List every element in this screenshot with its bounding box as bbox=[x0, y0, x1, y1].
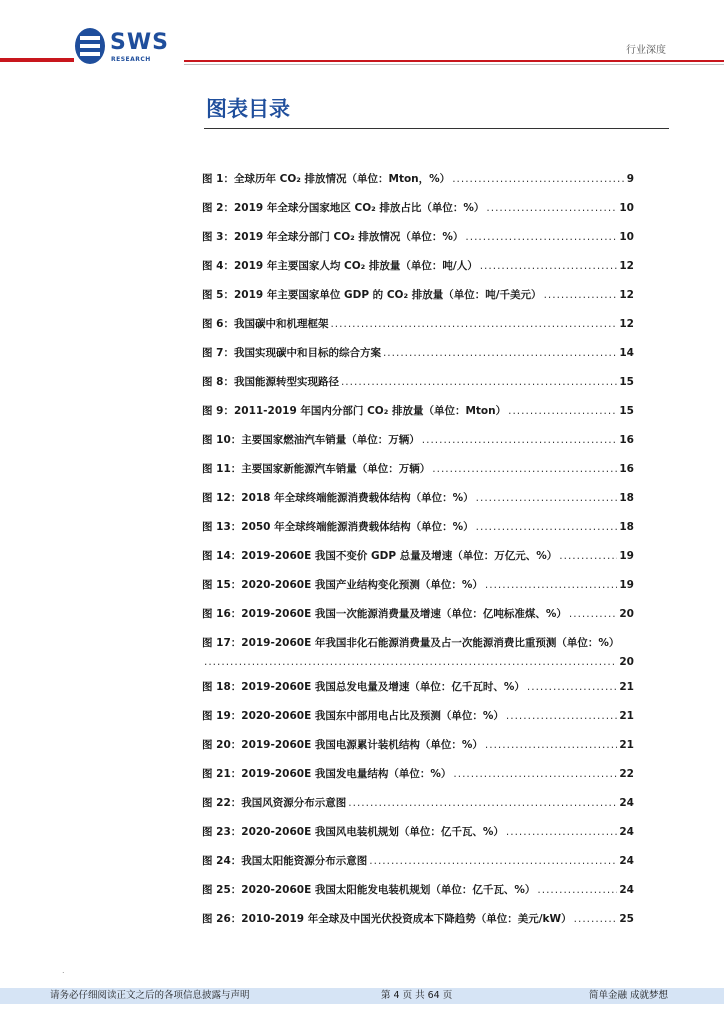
toc-entry-label: 图 19：2020-2060E 我国东中部用电占比及预测（单位：%） bbox=[202, 710, 504, 722]
toc-leader-dots bbox=[330, 318, 617, 330]
toc-entry[interactable] bbox=[202, 432, 634, 461]
footer-page-number: 第 4 页 共 64 页 bbox=[381, 990, 453, 1001]
toc-entry[interactable] bbox=[202, 911, 634, 940]
toc-leader-dots bbox=[422, 434, 618, 446]
toc-entry[interactable] bbox=[202, 519, 634, 548]
toc-entry[interactable] bbox=[202, 708, 634, 737]
toc-entry-label: 图 14：2019-2060E 我国不变价 GDP 总量及增速（单位：万亿元、%） bbox=[202, 550, 558, 562]
toc-leader-dots bbox=[508, 405, 617, 417]
toc-leader-dots bbox=[544, 289, 618, 301]
toc-entry-label: 图 1：全球历年 CO₂ 排放情况（单位：Mton，%） bbox=[202, 173, 451, 185]
toc-entry[interactable] bbox=[202, 316, 634, 345]
toc-entry-label: 图 6：我国碳中和机理框架 bbox=[202, 318, 329, 330]
toc-entry[interactable] bbox=[202, 229, 634, 258]
toc-leader-dots bbox=[537, 884, 617, 896]
toc-entry-label: 图 4：2019 年主要国家人均 CO₂ 排放量（单位：吨/人） bbox=[202, 260, 478, 272]
toc-leader-dots bbox=[559, 550, 617, 562]
toc-leader-dots bbox=[486, 202, 617, 214]
toc-entry-label: 图 22：我国风资源分布示意图 bbox=[202, 797, 347, 809]
toc-entry[interactable] bbox=[202, 548, 634, 577]
toc-leader-dots bbox=[432, 463, 617, 475]
toc-entry[interactable] bbox=[202, 287, 634, 316]
section-tag: 行业深度 bbox=[626, 45, 666, 56]
toc-entry-label: 图 24：我国太阳能资源分布示意图 bbox=[202, 855, 368, 867]
toc-leader-dots bbox=[527, 681, 617, 693]
header-rule-gray bbox=[184, 64, 724, 65]
toc-entry-label: 图 12：2018 年全球终端能源消费载体结构（单位：%） bbox=[202, 492, 474, 504]
toc-entry-page: 22 bbox=[619, 768, 634, 780]
toc-entry[interactable] bbox=[202, 490, 634, 519]
toc-leader-dots bbox=[476, 521, 618, 533]
toc-leader-dots bbox=[465, 231, 617, 243]
toc-entry-label: 图 23：2020-2060E 我国风电装机规划（单位：亿千瓦、%） bbox=[202, 826, 504, 838]
toc-entry-page: 24 bbox=[619, 826, 634, 838]
toc-entry[interactable] bbox=[202, 853, 634, 882]
toc-entry[interactable] bbox=[202, 635, 634, 679]
logo-text: SWS bbox=[110, 30, 169, 55]
toc-entry-label: 图 21：2019-2060E 我国发电量结构（单位：%） bbox=[202, 768, 452, 780]
toc-leader-dots bbox=[453, 768, 617, 780]
toc-leader-dots bbox=[341, 376, 617, 388]
figure-list bbox=[202, 171, 634, 940]
toc-entry-label: 图 20：2019-2060E 我国电源累计装机结构（单位：%） bbox=[202, 739, 483, 751]
toc-entry-page: 15 bbox=[619, 376, 634, 388]
toc-entry-page: 19 bbox=[619, 550, 634, 562]
toc-leader-dots bbox=[369, 855, 617, 867]
toc-entry[interactable] bbox=[202, 171, 634, 200]
toc-entry-page: 16 bbox=[619, 463, 634, 475]
toc-entry-page: 14 bbox=[619, 347, 634, 359]
toc-entry[interactable] bbox=[202, 374, 634, 403]
toc-entry-page: 15 bbox=[619, 405, 634, 417]
toc-entry-label: 图 9：2011-2019 年国内分部门 CO₂ 排放量（单位：Mton） bbox=[202, 405, 507, 417]
toc-entry-label: 图 11：主要国家新能源汽车销量（单位：万辆） bbox=[202, 463, 431, 475]
toc-entry-page: 16 bbox=[619, 434, 634, 446]
toc-entry-page: 12 bbox=[619, 318, 634, 330]
toc-leader-dots bbox=[506, 710, 617, 722]
toc-entry-label: 图 13：2050 年全球终端能源消费载体结构（单位：%） bbox=[202, 521, 474, 533]
toc-entry-page: 20 bbox=[619, 608, 634, 620]
toc-entry-label: 图 7：我国实现碳中和目标的综合方案 bbox=[202, 347, 381, 359]
toc-leader-dots bbox=[348, 797, 617, 809]
toc-entry-page: 10 bbox=[619, 202, 634, 214]
toc-entry-label: 图 15：2020-2060E 我国产业结构变化预测（单位：%） bbox=[202, 579, 483, 591]
toc-entry-page: 21 bbox=[619, 681, 634, 693]
toc-entry-page: 25 bbox=[619, 913, 634, 925]
toc-entry[interactable] bbox=[202, 461, 634, 490]
toc-entry[interactable] bbox=[202, 882, 634, 911]
toc-entry-page: 21 bbox=[619, 739, 634, 751]
toc-entry-page: 18 bbox=[619, 521, 634, 533]
toc-entry-label: 图 18：2019-2060E 我国总发电量及增速（单位：亿千瓦时、%） bbox=[202, 681, 525, 693]
sws-logo-icon bbox=[74, 27, 106, 65]
toc-entry[interactable] bbox=[202, 766, 634, 795]
toc-entry-label: 图 3：2019 年全球分部门 CO₂ 排放情况（单位：%） bbox=[202, 231, 464, 243]
toc-entry-page: 19 bbox=[619, 579, 634, 591]
toc-entry-label: 图 10：主要国家燃油汽车销量（单位：万辆） bbox=[202, 434, 420, 446]
toc-entry-page: 10 bbox=[619, 231, 634, 243]
toc-leader-dots bbox=[383, 347, 617, 359]
toc-entry-label: 图 16：2019-2060E 我国一次能源消费量及增速（单位：亿吨标准煤、%） bbox=[202, 608, 567, 620]
toc-entry-label: 图 8：我国能源转型实现路径 bbox=[202, 376, 339, 388]
toc-entry[interactable] bbox=[202, 577, 634, 606]
footer-slogan: 简单金融 成就梦想 bbox=[588, 990, 668, 1001]
toc-leader-dots bbox=[476, 492, 618, 504]
toc-entry-label: 图 2：2019 年全球分国家地区 CO₂ 排放占比（单位：%） bbox=[202, 202, 485, 214]
toc-entry-page: 21 bbox=[619, 710, 634, 722]
toc-entry[interactable] bbox=[202, 795, 634, 824]
toc-leader-dots bbox=[204, 656, 617, 668]
toc-entry[interactable] bbox=[202, 737, 634, 766]
toc-entry[interactable] bbox=[202, 403, 634, 432]
toc-leader-dots bbox=[485, 579, 617, 591]
footer-disclaimer: 请务必仔细阅读正文之后的各项信息披露与声明 bbox=[50, 990, 250, 1001]
toc-entry-label: 图 26：2010-2019 年全球及中国光伏投资成本下降趋势（单位：美元/kW） bbox=[202, 913, 572, 925]
toc-leader-dots bbox=[452, 173, 625, 185]
toc-entry-label: 图 17：2019-2060E 年我国非化石能源消费量及占一次能源消费比重预测（单位：%） bbox=[202, 637, 620, 649]
toc-entry[interactable] bbox=[202, 200, 634, 229]
toc-entry[interactable] bbox=[202, 606, 634, 635]
toc-leader-dots bbox=[485, 739, 617, 751]
header-rule-right bbox=[184, 60, 724, 62]
page-title: 图表目录 bbox=[206, 97, 290, 121]
toc-entry-page: 24 bbox=[619, 855, 634, 867]
toc-entry-page: 20 bbox=[619, 656, 634, 668]
logo-subtext: RESEARCH bbox=[111, 56, 151, 63]
toc-leader-dots bbox=[480, 260, 618, 272]
toc-entry[interactable] bbox=[202, 679, 634, 708]
toc-entry-page: 18 bbox=[619, 492, 634, 504]
toc-entry-page: 24 bbox=[619, 884, 634, 896]
logo bbox=[74, 27, 184, 67]
toc-entry-page: 12 bbox=[619, 260, 634, 272]
margin-mark: . bbox=[62, 966, 65, 975]
toc-leader-dots bbox=[506, 826, 617, 838]
toc-leader-dots bbox=[569, 608, 617, 620]
toc-entry[interactable] bbox=[202, 345, 634, 374]
toc-leader-dots bbox=[574, 913, 618, 925]
title-divider bbox=[204, 128, 669, 129]
header-rule-left bbox=[0, 58, 74, 62]
toc-entry[interactable] bbox=[202, 258, 634, 287]
toc-entry-page: 12 bbox=[619, 289, 634, 301]
toc-entry-page: 9 bbox=[626, 173, 634, 185]
toc-entry-label: 图 5：2019 年主要国家单位 GDP 的 CO₂ 排放量（单位：吨/千美元） bbox=[202, 289, 542, 301]
toc-entry-page: 24 bbox=[619, 797, 634, 809]
toc-entry[interactable] bbox=[202, 824, 634, 853]
toc-entry-label: 图 25：2020-2060E 我国太阳能发电装机规划（单位：亿千瓦、%） bbox=[202, 884, 536, 896]
